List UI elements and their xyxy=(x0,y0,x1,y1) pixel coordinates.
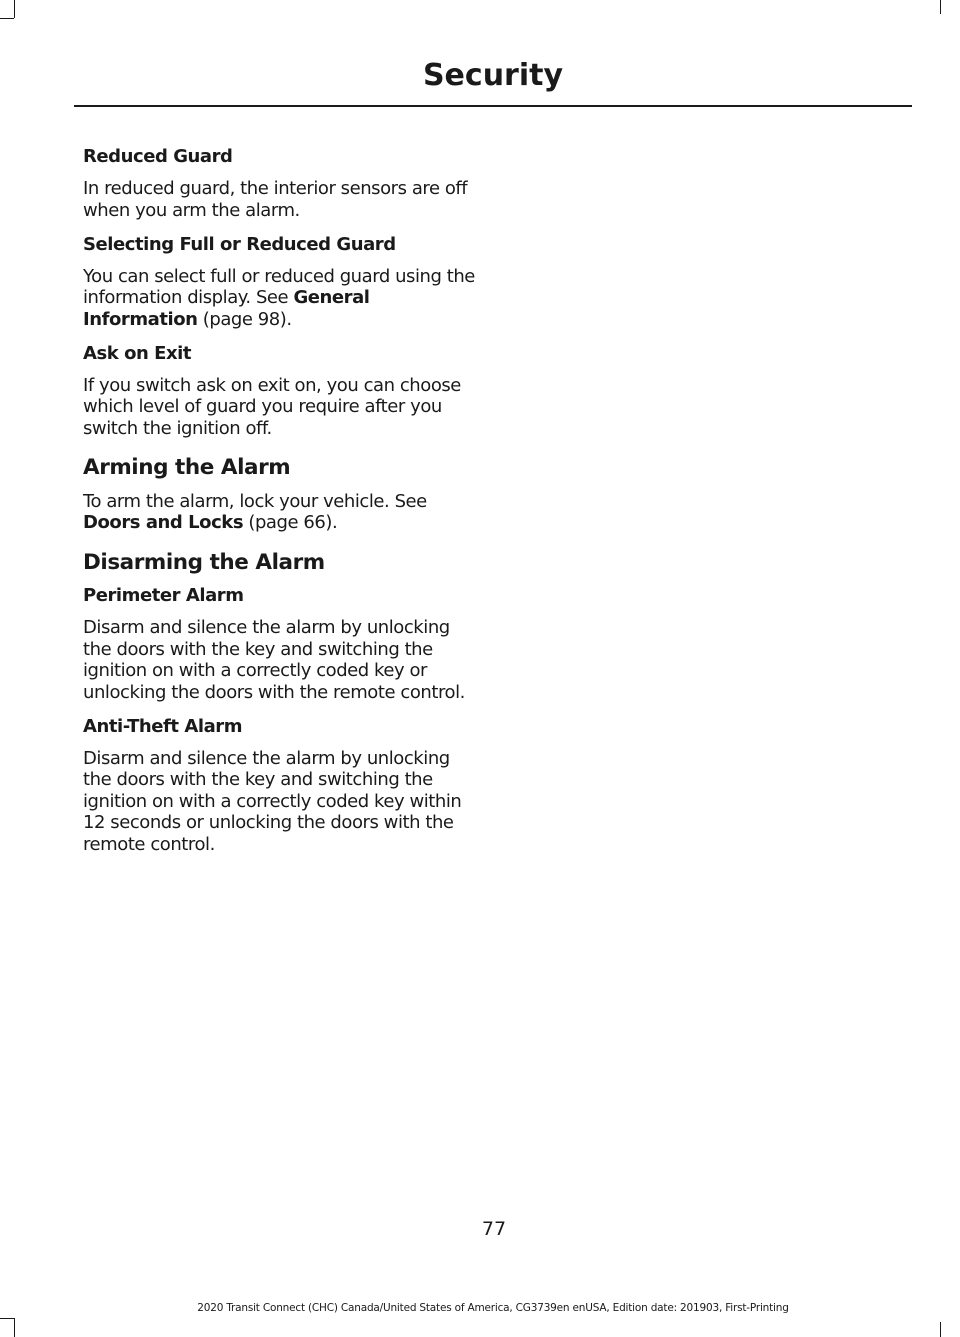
crop-mark-bottom-left-vertical xyxy=(14,1318,15,1337)
heading-ask-on-exit: Ask on Exit xyxy=(83,342,192,364)
page-number: 77 xyxy=(481,1218,507,1240)
content-column xyxy=(83,146,483,868)
crop-mark-bottom-right xyxy=(940,1322,941,1337)
crop-mark-top-right xyxy=(940,0,941,14)
header-divider xyxy=(74,105,912,107)
heading-reduced-guard: Reduced Guard xyxy=(83,146,233,167)
link-doors-and-locks[interactable]: Doors and Locks xyxy=(83,512,244,533)
arming-text: To arm the alarm, lock your vehicle. See xyxy=(83,490,427,512)
page-title: Security xyxy=(422,58,564,93)
paragraph-anti-theft-alarm: Disarm and silence the alarm by unlocking the doors with the key and switching the ignition on with a correctly coded key within 12 seconds or unlocking the doors with the remote control. xyxy=(83,747,462,855)
selecting-guard-text: You can select full or reduced guard using the information display. See xyxy=(83,265,475,308)
selecting-guard-page-ref: (page 98). xyxy=(197,308,292,330)
arming-page-ref: (page 66). xyxy=(243,512,338,533)
paragraph-perimeter-alarm: Disarm and silence the alarm by unlocking the doors with the key and switching the ignition on with a correctly coded key or unlocking the doors with the remote control. xyxy=(83,617,465,703)
heading-perimeter-alarm: Perimeter Alarm xyxy=(83,585,244,606)
link-general-information[interactable]: General Information xyxy=(83,287,370,330)
crop-mark-top-left-vertical xyxy=(14,0,15,18)
heading-arming-the-alarm: Arming the Alarm xyxy=(83,455,291,480)
paragraph-selecting-guard xyxy=(83,266,483,331)
heading-selecting-guard: Selecting Full or Reduced Guard xyxy=(83,233,396,255)
heading-disarming-the-alarm: Disarming the Alarm xyxy=(83,549,325,575)
paragraph-ask-on-exit: If you switch ask on exit on, you can choose which level of guard you require after you switch the ignition off. xyxy=(83,374,461,439)
crop-mark-bottom-left xyxy=(0,1318,14,1319)
crop-mark-top-left xyxy=(0,18,14,19)
footer-edition-info: 2020 Transit Connect (CHC) Canada/United States of America, CG3739en enUSA, Edition date: 201903, First-Printing xyxy=(197,1302,789,1314)
heading-anti-theft-alarm: Anti-Theft Alarm xyxy=(83,715,243,737)
paragraph-reduced-guard: In reduced guard, the interior sensors are off when you arm the alarm. xyxy=(83,178,468,221)
paragraph-arming xyxy=(83,491,483,534)
